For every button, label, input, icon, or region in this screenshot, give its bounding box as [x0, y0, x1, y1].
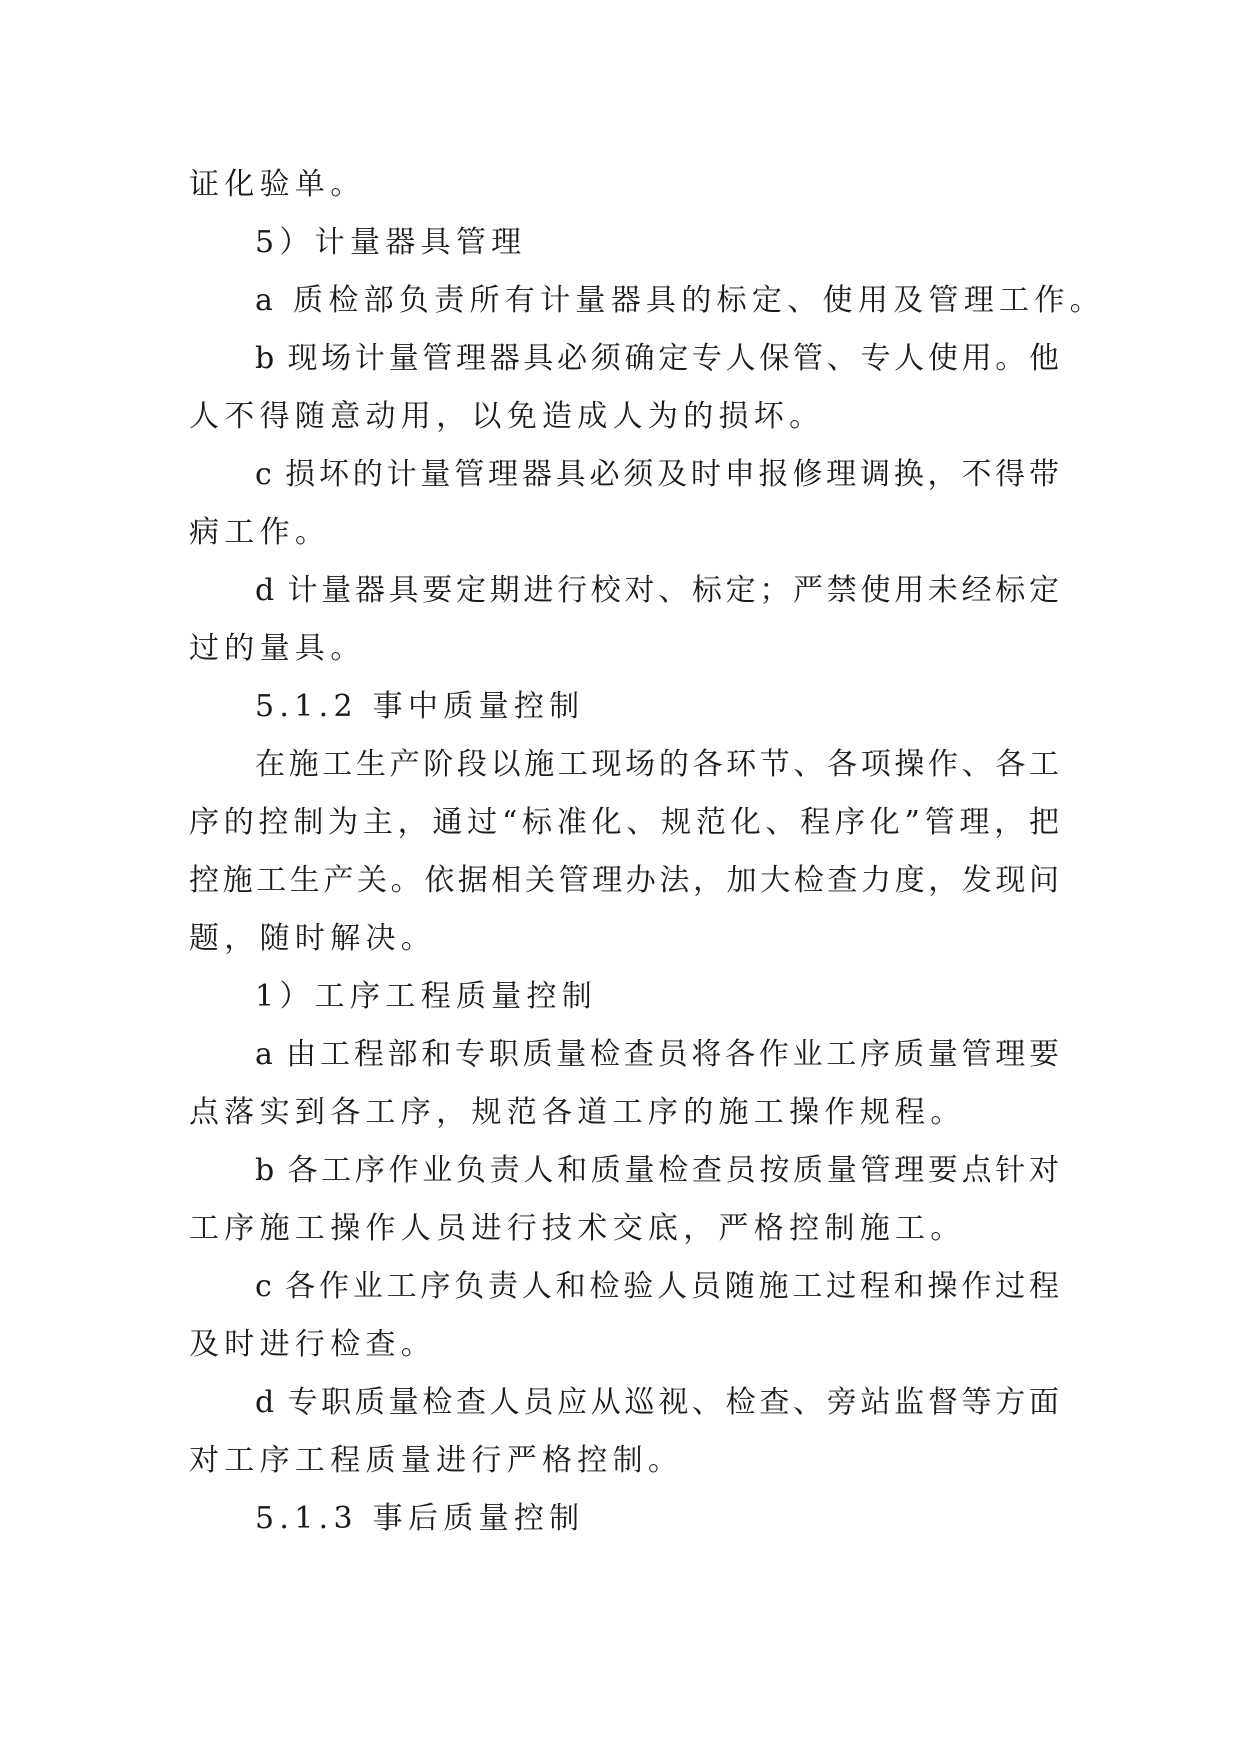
paragraph-line: 题，随时解决。 — [189, 921, 437, 956]
paragraph-line: 控施工生产关。依据相关管理办法，加大检查力度，发现问 — [189, 863, 1059, 898]
paragraph-line: c 各作业工序负责人和检验人员随施工过程和操作过程 — [255, 1269, 1059, 1304]
paragraph-line: a 质检部负责所有计量器具的标定、使用及管理工作。 — [255, 283, 1105, 318]
paragraph-line: 证化验单。 — [189, 167, 366, 202]
paragraph-line: b 现场计量管理器具必须确定专人保管、专人使用。他 — [255, 341, 1059, 376]
paragraph-line: a 由工程部和专职质量检查员将各作业工序质量管理要 — [255, 1037, 1059, 1072]
paragraph-line: 及时进行检查。 — [189, 1327, 437, 1362]
paragraph-line: 序的控制为主，通过“标准化、规范化、程序化”管理，把 — [189, 805, 1059, 840]
section-heading: 1）工序工程质量控制 — [255, 979, 598, 1014]
document-body — [189, 156, 1105, 1548]
paragraph-line: 工序施工操作人员进行技术交底，严格控制施工。 — [189, 1211, 966, 1246]
paragraph-line: c 损坏的计量管理器具必须及时申报修理调换，不得带 — [255, 457, 1059, 492]
paragraph-line: d 专职质量检查人员应从巡视、检查、旁站监督等方面 — [255, 1385, 1059, 1420]
section-heading: 5）计量器具管理 — [255, 225, 527, 260]
paragraph-line: 对工序工程质量进行严格控制。 — [189, 1443, 684, 1478]
section-heading: 5.1.3 事后质量控制 — [255, 1501, 585, 1536]
paragraph-line: b 各工序作业负责人和质量检查员按质量管理要点针对 — [255, 1153, 1059, 1188]
paragraph-line: 点落实到各工序，规范各道工序的施工操作规程。 — [189, 1095, 966, 1130]
section-heading: 5.1.2 事中质量控制 — [255, 689, 585, 724]
paragraph-line: 人不得随意动用，以免造成人为的损坏。 — [189, 399, 825, 434]
paragraph-line: 在施工生产阶段以施工现场的各环节、各项操作、各工 — [255, 747, 1059, 782]
paragraph-line: d 计量器具要定期进行校对、标定；严禁使用未经标定 — [255, 573, 1059, 608]
paragraph-line: 过的量具。 — [189, 631, 366, 666]
paragraph-line: 病工作。 — [189, 515, 331, 550]
